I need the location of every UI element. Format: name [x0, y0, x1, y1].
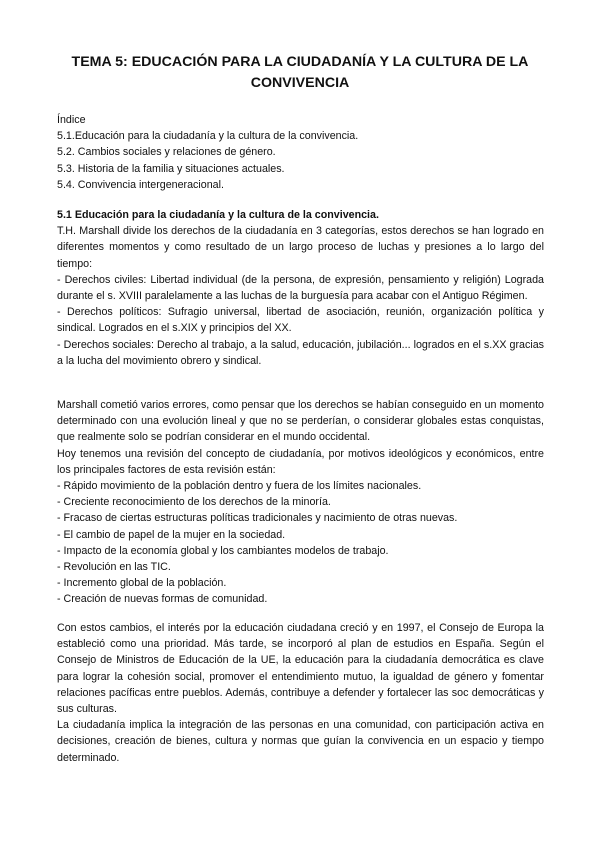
factor-item: - Revolución en las TIC. — [57, 561, 171, 574]
factor-item: - Rápido movimiento de la población dentro y fuera de los límites nacionales. — [57, 480, 422, 493]
rights-item-social: - Derechos sociales: Derecho al trabajo, a la salud, educación, jubilación... logrados en el s.XX gracias a la lucha del movimiento obrero y sindical. — [57, 338, 544, 367]
factor-item: - El cambio de papel de la mujer en la sociedad. — [57, 528, 286, 541]
section-intro: T.H. Marshall divide los derechos de la ciudadanía en 3 categorías, estos derechos se han logrado en diferentes momentos y como resultado de un largo proceso de luchas y presiones a lo largo del tiempo: — [57, 225, 544, 270]
paragraph: La ciudadanía implica la integración de las personas en una comunidad, con participación activa en decisiones, creación de bienes, cultura y normas que guían la convivencia en un espacio y tiempo determinado. — [57, 719, 544, 764]
paragraph: Con estos cambios, el interés por la educación ciudadana creció y en 1997, el Consejo de Europa la estableció como una prioridad. Más tarde, se incorporó al plan de estudios en España. Según el Consejo de Ministros de Educación de la UE, la educación para la ciudadanía democrática es clave para lograr la cohesión social, promover el entendimiento mutuo, la igualdad de género y fomentar relaciones pacíficas entre pueblos. Además, contribuye a defender y fortalecer las soc democráticas y sus culturas. — [57, 622, 544, 716]
section-heading: 5.1 Educación para la ciudadanía y la cultura de la convivencia. — [57, 209, 379, 221]
factor-item: - Incremento global de la población. — [57, 577, 227, 590]
factor-item: - Creciente reconocimiento de los derechos de la minoría. — [57, 496, 331, 509]
document-title: TEMA 5: EDUCACIÓN PARA LA CIUDADANÍA Y LA CULTURA DE LA CONVIVENCIA — [71, 54, 529, 91]
section-5-1 — [57, 207, 544, 369]
factor-item: - Creación de nuevas formas de comunidad. — [57, 593, 268, 606]
index-item: 5.2. Cambios sociales y relaciones de género. — [57, 146, 276, 159]
factor-item: - Impacto de la economía global y los cambiantes modelos de trabajo. — [57, 544, 389, 557]
index-item: 5.3. Historia de la familia y situaciones actuales. — [57, 162, 285, 175]
index-item: 5.1.Educación para la ciudadanía y la cultura de la convivencia. — [57, 130, 359, 143]
revision-section — [57, 397, 544, 608]
education-section — [57, 620, 544, 766]
rights-item-civil: - Derechos civiles: Libertad individual (de la persona, de expresión, pensamiento y religión) Lograda durante el s. XVIII paralelamente a las luchas de la burguesía para acabar con el Antiguo Régimen. — [57, 273, 544, 303]
index-label: Índice — [57, 114, 86, 126]
rights-item-political: - Derechos políticos: Sufragio universal, libertad de asociación, reunión, organización política y sindical. Logrados en el s.XIX y principios del XX. — [57, 306, 544, 335]
index-item: 5.4. Convivencia intergeneracional. — [57, 178, 224, 191]
paragraph: Marshall cometió varios errores, como pensar que los derechos se habían conseguido en un momento determinado con una evolución lineal y que no se perderían, o considerar globales estas conquistas, que realmente solo se podrían considerar en el mundo occidental. — [57, 399, 544, 444]
index-section — [57, 112, 544, 193]
paragraph: Hoy tenemos una revisión del concepto de ciudadanía, por motivos ideológicos y económicos, entre los principales factores de esta revisión están: — [57, 447, 544, 476]
factor-item: - Fracaso de ciertas estructuras políticas tradicionales y nacimiento de otras nuevas. — [57, 512, 458, 525]
